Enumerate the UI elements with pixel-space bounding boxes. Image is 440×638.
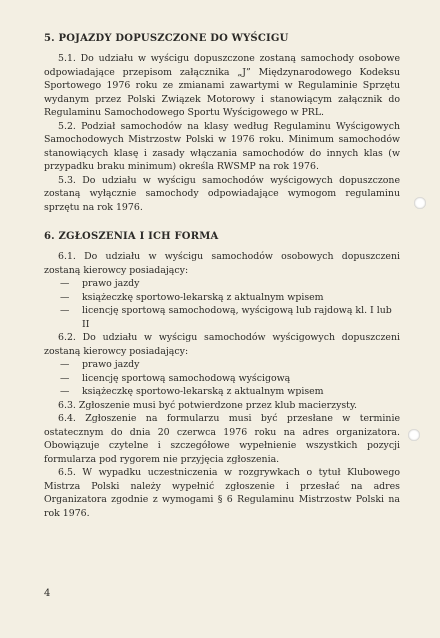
paragraph-6-5: 6.5. W wypadku uczestniczenia w rozgrywkach o tytuł Klubowego Mistrza Polski należy wypełnić zgłoszenie i przesłać na adres Organizatora zgodnie z wymogami § 6 Regulaminu Mistrzostw Polski na rok 1976. [44, 467, 400, 519]
paragraph-6-3: 6.3. Zgłoszenie musi być potwierdzone przez klub macierzysty. [58, 399, 357, 411]
dash-mark: — [60, 305, 70, 316]
dash-mark: — [60, 291, 70, 303]
list-item-text: książeczkę sportowo-lekarską z aktualnym wpisem [82, 291, 324, 303]
list-item [44, 291, 400, 305]
dash-mark: — [60, 386, 70, 397]
list-item-text: prawo jazdy [82, 278, 140, 289]
page-number: 4 [44, 588, 51, 599]
list-item-text: licencję sportową samochodową wyścigową [82, 372, 291, 384]
list-item-text: książeczkę sportowo-lekarską z aktualnym wpisem [82, 386, 324, 397]
list-item [44, 277, 400, 291]
requirements-list-6-2 [44, 358, 400, 399]
page-content [44, 32, 400, 520]
dash-mark: — [60, 278, 70, 289]
section-5-heading: 5. POJAZDY DOPUSZCZONE DO WYŚCIGU [44, 33, 289, 44]
paragraph-5-2: 5.2. Podział samochodów na klasy według Regulaminu Wyścigowych Samochodowych Mistrzostw Polski w 1976 roku. Minimum samochodów stanowiących klasę i zasady włączania samochodów do innych klas (w przypadku braku minimum) określa RWSMP na rok 1976. [44, 120, 400, 172]
paragraph-5-3: 5.3. Do udziału w wyścigu samochodów wyścigowych dopuszczone zostaną wyłącznie samochody odpowiadające wymogom regulaminu sprzętu na rok 1976. [44, 174, 400, 213]
dash-mark: — [60, 359, 70, 370]
paragraph-6-4: 6.4. Zgłoszenie na formularzu musi być przesłane w terminie ostatecznym do dnia 20 czerwca 1976 roku na adres organizatora. Obowiązuje czytelne i szczegółowe wypełnienie wszystkich pozycji formularza pod rygorem nie przyjęcia zgłoszenia. [44, 413, 400, 465]
list-item-text: prawo jazdy [82, 359, 140, 370]
list-item [44, 358, 400, 372]
punch-hole [408, 429, 420, 441]
dash-mark: — [60, 372, 70, 384]
list-item [44, 372, 400, 386]
paragraph-6-2: 6.2. Do udziału w wyścigu samochodów wyścigowych dopuszczeni zostaną kierowcy posiadający: [44, 332, 400, 357]
paragraph-6-1: 6.1. Do udziału w wyścigu samochodów osobowych dopuszczeni zostaną kierowcy posiadający: [44, 251, 400, 276]
list-item [44, 304, 400, 331]
list-item-text: licencję sportową samochodową, wyścigową lub rajdową kl. I lub II [82, 305, 392, 330]
paragraph-5-1: 5.1. Do udziału w wyścigu dopuszczone zostaną samochody osobowe odpowiadające przepisom załącznika „J” Międzynarodowego Kodeksu Sportowego 1976 roku ze zmianami zawartymi w Regulaminie Sprzętu wydanym przez Polski Związek Motorowy i stanowiącym załącznik do Regulaminu Samochodowego Sportu Wyścigowego w PRL. [44, 53, 400, 118]
requirements-list-6-1 [44, 277, 400, 331]
section-6-heading: 6. ZGŁOSZENIA I ICH FORMA [44, 231, 219, 242]
punch-hole [414, 197, 426, 209]
list-item [44, 385, 400, 399]
